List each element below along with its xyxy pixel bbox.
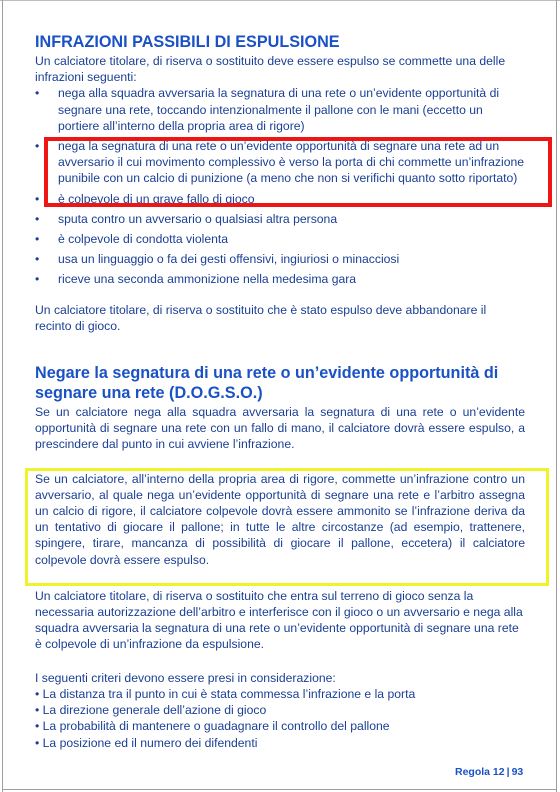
page-edge-bottom — [2, 789, 557, 790]
section2-paragraph-1: Se un calciatore nega alla squadra avversaria la segnatura di una rete o un’evidente opportunità di segnare una rete con un fallo di mano, il calciatore dovrà essere espulso, a prescindere dal punto in cui avviene l’infrazione. — [35, 405, 525, 452]
criteria-list — [35, 686, 525, 751]
bullet-icon: • — [35, 86, 40, 101]
section1-intro: Un calciatore titolare, di riserva o sostituito deve essere espulso se commette una delle infrazioni seguenti: — [35, 54, 506, 85]
list-item-text: sputa contro un avversario o qualsiasi altra persona — [58, 211, 338, 226]
section2-paragraph-3: Un calciatore titolare, di riserva o sostituito che entra sul terreno di gioco senza la necessaria autorizzazione dell’arbitro e interferisce con il gioco o un avversario e nega alla squadra avversaria la segnatura di una rete o un’evidente opportunità di segnare una rete è colpevole di un’infrazione da espulsione. — [35, 588, 523, 652]
list-item — [35, 85, 525, 134]
section2-paragraph-2: Se un calciatore, all’interno della propria area di rigore, commette un’infrazione contro un avversario, al quale nega un’evidente opportunità di segnare una rete e l’arbitro assegna un calcio di rigore, il calciatore colpevole dovrà essere ammonito se l’infrazione deriva da un tentativo di giocare il pallone; in tutte le altre circostanze (ad esempio, trattenere, spingere, tirare, mancanza di possibilità di giocare il pallone, eccetera) il calciatore colpevole dovrà essere espulso. — [35, 471, 525, 567]
section1-title: INFRAZIONI PASSIBILI DI ESPULSIONE — [35, 33, 340, 51]
list-item-text: nega alla squadra avversaria la segnatura di una rete o un’evidente opportunità di segnare una rete, toccando intenzionalmente il pallone con le mani (eccetto un portiere all’interno della propria area di rigore) — [58, 86, 500, 133]
criteria-item: • La distanza tra il punto in cui è stata commessa l’infrazione e la porta — [35, 686, 416, 701]
bullet-icon: • — [35, 139, 40, 154]
list-item-text: riceve una seconda ammonizione nella medesima gara — [58, 272, 357, 287]
list-item — [35, 211, 525, 227]
page-edge-top — [0, 0, 560, 1]
highlight-box-yellow — [25, 468, 549, 586]
section2-criteria-intro: I seguenti criteri devono essere presi in considerazione: — [35, 670, 336, 685]
bullet-icon: • — [35, 191, 40, 206]
list-item-text: è colpevole di un grave fallo di gioco — [58, 191, 255, 206]
bullet-icon: • — [35, 252, 40, 267]
bullet-icon: • — [35, 232, 40, 247]
highlight-box-red — [44, 137, 552, 207]
list-item — [35, 251, 525, 267]
page-number: 93 — [511, 766, 524, 778]
section2-title: Negare la segnatura di una rete o un’evidente opportunità di segnare una rete (D.O.G.S.O.) — [35, 364, 499, 403]
bullet-icon: • — [35, 272, 40, 287]
bullet-icon: • — [35, 211, 40, 226]
criteria-item: • La direzione generale dell’azione di gioco — [35, 703, 267, 718]
footer-separator: | — [506, 766, 510, 778]
list-item — [35, 231, 525, 247]
list-item-text: è colpevole di condotta violenta — [58, 232, 229, 247]
page-edge-left — [2, 0, 3, 792]
page-footer — [455, 766, 523, 778]
section1-outro: Un calciatore titolare, di riserva o sostituito che è stato espulso deve abbandonare il recinto di gioco. — [35, 302, 487, 333]
footer-rule-label: Regola 12 — [455, 766, 505, 778]
list-item-text: nega la segnatura di una rete o un’evidente opportunità di segnare una rete ad un avversario il cui movimento complessivo è verso la porta di chi commette un’infrazione punibile con un calcio di punizione (a meno che non si verifichi quanto sotto riportato) — [58, 139, 525, 186]
list-item-text: usa un linguaggio o fa dei gesti offensivi, ingiuriosi o minacciosi — [58, 252, 400, 267]
page-edge-right — [556, 0, 557, 792]
criteria-item: • La posizione ed il numero dei difendenti — [35, 735, 258, 750]
criteria-item: • La probabilità di mantenere o guadagnare il controllo del pallone — [35, 719, 390, 734]
list-item — [35, 271, 525, 287]
